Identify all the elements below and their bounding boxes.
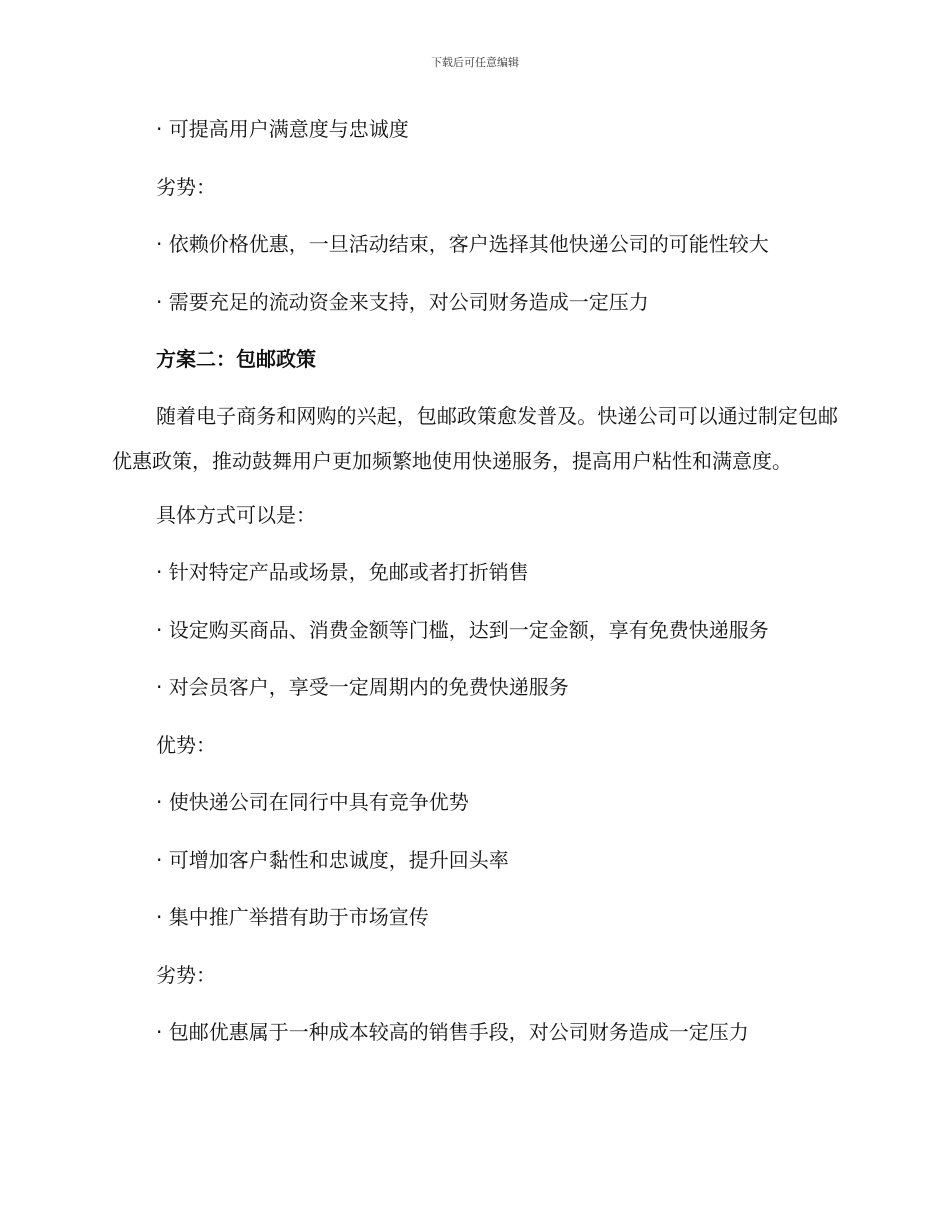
bullet-line: · 包邮优惠属于一种成本较高的销售手段，对公司财务造成一定压力 — [156, 1020, 749, 1044]
bullet-line: · 使快递公司在同行中具有竞争优势 — [156, 790, 469, 814]
body-paragraph: 随着电子商务和网购的兴起，包邮政策愈发普及。快递公司可以通过制定包邮优惠政策，推动鼓舞用户更加频繁地使用快递服务，提高用户粘性和满意度。 — [112, 403, 838, 473]
section-heading: 方案二：包邮政策 — [156, 347, 316, 371]
document-body — [112, 110, 838, 1071]
bullet-line: · 可提高用户满意度与忠诚度 — [156, 117, 409, 141]
page-header: 下载后可任意编辑 — [431, 56, 519, 69]
section-label-disadvantages: 劣势： — [156, 174, 216, 199]
bullet-line: · 需要充足的流动资金来支持，对公司财务造成一定压力 — [156, 289, 649, 314]
section-label-disadvantages: 劣势： — [156, 962, 216, 987]
bullet-line: · 可增加客户黏性和忠诚度，提升回头率 — [156, 847, 509, 872]
bullet-line: · 对会员客户，享受一定周期内的免费快递服务 — [156, 675, 569, 699]
bullet-line: · 设定购买商品、消费金额等门槛，达到一定金额，享有免费快递服务 — [156, 617, 769, 642]
bullet-line: · 集中推广举措有助于市场宣传 — [156, 905, 429, 929]
section-label-advantages: 优势： — [156, 732, 216, 757]
bullet-line: · 针对特定产品或场景，免邮或者打折销售 — [156, 560, 529, 584]
section-label-methods: 具体方式可以是： — [156, 502, 316, 527]
bullet-line: · 依赖价格优惠，一旦活动结束，客户选择其他快递公司的可能性较大 — [156, 232, 769, 256]
